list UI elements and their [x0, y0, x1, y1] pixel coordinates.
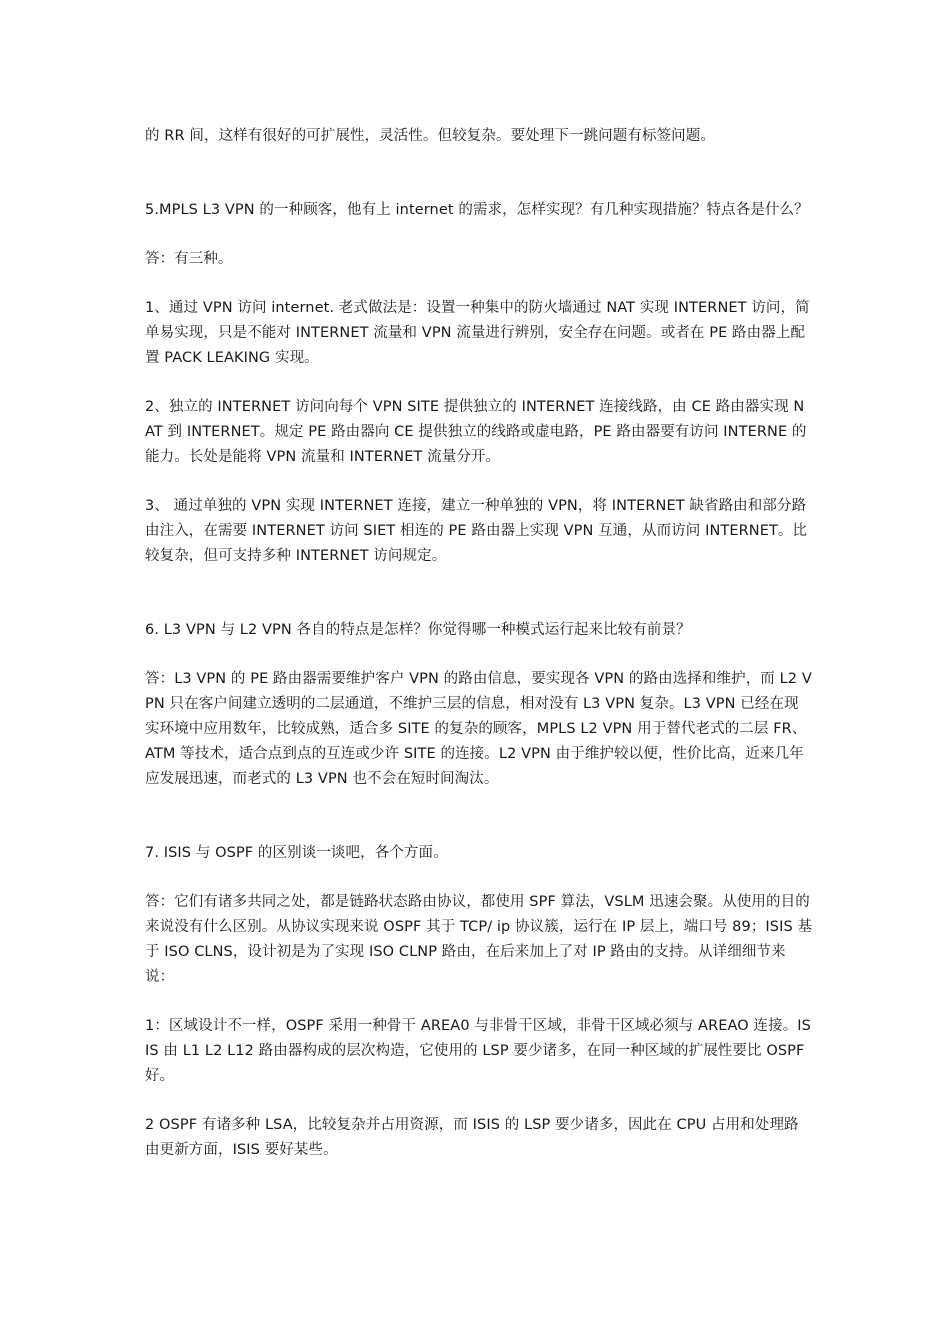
answer-5-intro: 答：有三种。 [145, 251, 233, 267]
answer-7-item-1: 1：区域设计不一样，OSPF 采用一种骨干 AREA0 与非骨干区域，非骨干区域必须与 AREAO 连接。ISIS 由 L1 L2 L12 路由器构成的层次构造，它使用的 LSP 要少诸多，在同一种区域的扩展性要比 OSPF 好。 [145, 1018, 811, 1084]
answer-7-intro: 答：它们有诸多共同之处，都是链路状态路由协议，都使用 SPF 算法，VSLM 迅速会聚。从使用的目的来说没有什么区别。从协议实现来说 OSPF 其于 TCP/ ip 协议簇，运行在 IP 层上，端口号 89；ISIS 基于 ISO CLNS，设计初是为了实现 ISO CLNP 路由，在后来加上了对 IP 路由的支持。从详细细节来说： [145, 894, 813, 985]
document-body [145, 124, 813, 1163]
answer-5-item-2: 2、独立的 INTERNET 访问向每个 VPN SITE 提供独立的 INTERNET 连接线路，由 CE 路由器实现 NAT 到 INTERNET。规定 PE 路由器向 CE 提供独立的线路或虚电路，PE 路由器要有访问 INTERNE 的能力。长处是能将 VPN 流量和 INTERNET 流量分开。 [145, 399, 807, 465]
answer-5-item-1: 1、通过 VPN 访问 internet. 老式做法是：设置一种集中的防火墙通过 NAT 实现 INTERNET 访问，简单易实现，只是不能对 INTERNET 流量和 VPN 流量进行辨别，安全存在问题。或者在 PE 路由器上配置 PACK LEAKING 实现。 [145, 300, 810, 366]
question-5: 5.MPLS L3 VPN 的一种顾客，他有上 internet 的需求，怎样实现？有几种实现措施？特点各是什么？ [145, 202, 809, 218]
answer-5-item-3: 3、 通过单独的 VPN 实现 INTERNET 连接，建立一种单独的 VPN，将 INTERNET 缺省路由和部分路由注入，在需要 INTERNET 访问 SIET 相连的 PE 路由器上实现 VPN 互通，从而访问 INTERNET。比较复杂，但可支持多种 INTERNET 访问规定。 [145, 498, 808, 564]
question-6: 6. L3 VPN 与 L2 VPN 各自的特点是怎样？你觉得哪一种模式运行起来比较有前景？ [145, 622, 691, 638]
answer-6: 答：L3 VPN 的 PE 路由器需要维护客户 VPN 的路由信息，要实现各 VPN 的路由选择和维护，而 L2 VPN 只在客户间建立透明的二层通道，不维护三层的信息，相对没有 L3 VPN 复杂。L3 VPN 已经在现实环境中应用数年，比较成熟，适合多 SITE 的复杂的顾客，MPLS L2 VPN 用于替代老式的二层 FR、ATM 等技术，适合点到点的互连或少许 SITE 的连接。L2 VPN 由于维护较以便，性价比高，近来几年应发展迅速，而老式的 L3 VPN 也不会在短时间淘汰。 [145, 671, 812, 787]
question-7: 7. ISIS 与 OSPF 的区别谈一谈吧，各个方面。 [145, 845, 448, 861]
paragraph-rr-continuation: 的 RR 间，这样有很好的可扩展性，灵活性。但较复杂。要处理下一跳问题有标签问题。 [145, 128, 715, 144]
answer-7-item-2: 2 OSPF 有诸多种 LSA，比较复杂并占用资源，而 ISIS 的 LSP 要少诸多，因此在 CPU 占用和处理路由更新方面，ISIS 要好某些。 [145, 1117, 799, 1158]
